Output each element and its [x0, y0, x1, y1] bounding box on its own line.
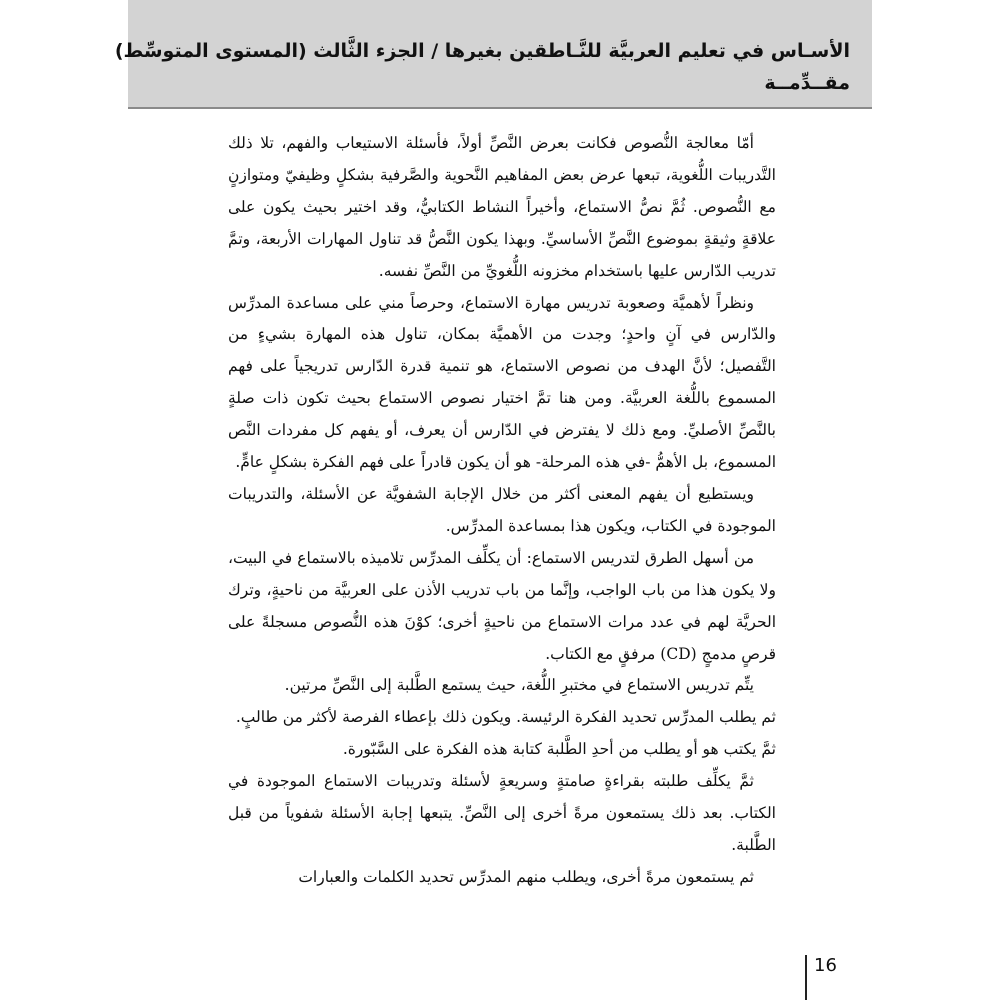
paragraph: أمّا معالجة النُّصوص فكانت بعرض النَّصِّ أولاً، فأسئلة الاستيعاب والفهم، تلا ذلك التَّدريبات اللُّغوية، تبعها عرض بعض المفاهيم النَّحوية والصَّرفية بشكلٍ وظيفيّ ومتوازنٍ مع النُّصوص. ثُمَّ نصُّ الاستماع، وأخيراً النشاط الكتابيُّ، وقد اختير بحيث يكون على علاقةٍ وثيقةٍ بموضوع النَّصِّ الأساسيِّ. وبهذا يكون النَّصُّ قد تناول المهارات الأربعة، وتمَّ تدريب الدّارس عليها باستخدام مخزونه اللُّغويِّ من النَّصِّ نفسه.: [228, 134, 776, 280]
page-number: 16: [814, 955, 837, 976]
page-number-divider: [805, 955, 807, 1000]
section-title: مقــدِّمــة: [764, 72, 850, 94]
paragraph: من أسهل الطرق لتدريس الاستماع: أن يكلِّف المدرِّس تلاميذه بالاستماع في البيت، ولا يكون هذا من باب الواجب، وإنَّما من باب تدريب الأذن على العربيَّة من ناحيةٍ، وترك الحريَّة لهم في عدد مرات الاستماع من ناحيةٍ أخرى؛ كوْنَ هذه النُّصوص مسجلةً على قرصٍ مدمجٍ (CD) مرفقٍ مع الكتاب.: [228, 548, 776, 663]
paragraph: يتِّم تدريس الاستماع في مختبرِ اللُّغة، حيث يستمع الطَّلبة إلى النَّصِّ مرتين.: [284, 676, 754, 695]
body-text: [228, 128, 776, 894]
paragraph: ثم يطلب المدرِّس تحديد الفكرة الرئيسة. ويكون ذلك بإعطاء الفرصة لأكثر من طالبٍ.: [235, 708, 776, 727]
paragraph: ثمَّ يكتب هو أو يطلب من أحدِ الطَّلبة كتابة هذه الفكرة على السَّبّورة.: [342, 740, 776, 759]
paragraph: ثمَّ يكلِّف طلبته بقراءةٍ صامتةٍ وسريعةٍ لأسئلة وتدريبات الاستماع الموجودة في الكتاب. بعد ذلك يستمعون مرةً أخرى إلى النَّصِّ. يتبعها إجابة الأسئلة شفوياً من قبل الطَّلبة.: [228, 772, 776, 854]
running-header: [114, 0, 872, 109]
book-title: الأسـاس في تعليم العربيَّة للنَّـاطقين بغيرها / الجزء الثَّالث (المستوى المتوسِّط): [114, 40, 850, 62]
paragraph: ويستطيع أن يفهم المعنى أكثر من خلال الإجابة الشفويَّة عن الأسئلة، والتدريبات الموجودة في الكتاب، ويكون هذا بمساعدة المدرِّس.: [228, 484, 776, 535]
paragraph: ثم يستمعون مرةً أخرى، ويطلب منهم المدرِّس تحديد الكلمات والعبارات: [298, 867, 754, 886]
paragraph: ونظراً لأهميَّة وصعوبة تدريس مهارة الاستماع، وحرصاً مني على مساعدة المدرِّس والدّارس في آنٍ واحدٍ؛ وجدت من الأهميَّة بمكان، تناول هذه المهارة بشيءٍ من التَّفصيل؛ لأنَّ الهدف من نصوص الاستماع، هو تنمية قدرة الدّارس تدريجياً على فهم المسموع باللُّغة العربيَّة. ومن هنا تمَّ اختيار نصوص الاستماع بحيث تكون ذات صلةٍ بالنَّصِّ الأصليِّ. ومع ذلك لا يفترض في الدّارس أن يعرف، أو يفهم كل مفردات النَّص المسموع، بل الأهمُّ -في هذه المرحلة- هو أن يكون قادراً على فهم الفكرة بشكلٍ عامٍّ.: [228, 293, 776, 472]
